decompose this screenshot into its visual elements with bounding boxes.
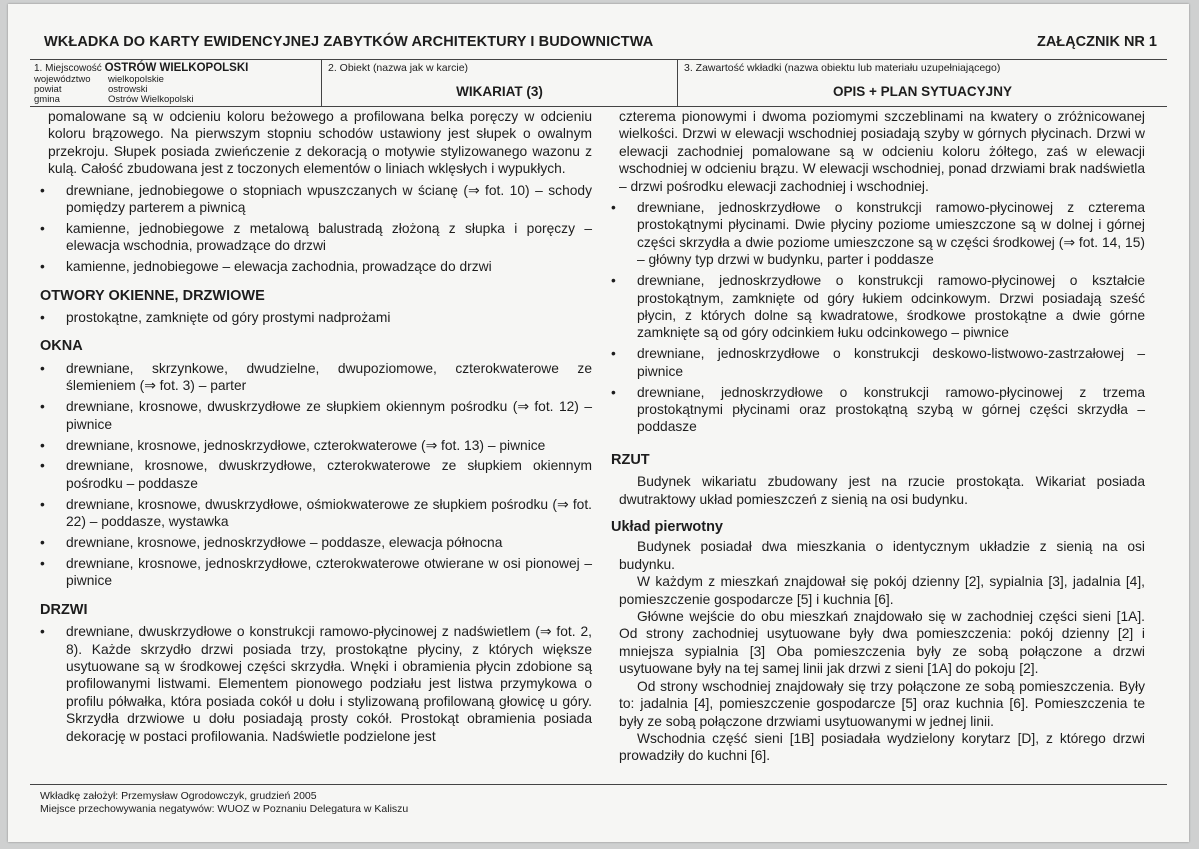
door-item: • drewniane, jednoskrzydłowe o konstrukcji deskowo-listwowo-zastrzałowej – piwnice — [609, 345, 1145, 380]
door-item: • drewniane, jednoskrzydłowe o konstrukcji ramowo-płycinowej z trzema prostokątnymi płycinami oraz prostokątną szybą w górnej części skrzydła – poddasze — [609, 384, 1145, 436]
object-caption: 2. Obiekt (nazwa jak w karcie) — [328, 62, 469, 74]
plan-paragraph: Budynek wikariatu zbudowany jest na rzucie prostokąta. Wikariat posiada dwutraktowy układ pomieszczeń z sienią na osi budynku. — [619, 474, 1145, 507]
footer-notes — [30, 784, 1167, 816]
original-layout-paragraph: Wschodnia część sieni [1B] posiadała wydzielony korytarz [D], z którego drzwi prowadziły do kuchni [6]. — [619, 730, 1145, 764]
voivodeship-value: wielkopolskie — [108, 74, 164, 85]
stairs-item: • kamienne, jednobiegowe – elewacja zachodnia, prowadzące do drzwi — [38, 258, 592, 275]
window-item: • drewniane, krosnowe, jednoskrzydłowe, czterokwaterowe (⇒ fot. 13) – piwnice — [38, 437, 592, 454]
window-item: • drewniane, krosnowe, jednoskrzydłowe, czterokwaterowe otwierane w osi pionowej – piwnice — [38, 555, 592, 590]
original-layout-heading: Układ pierwotny — [611, 519, 723, 536]
window-item: • drewniane, krosnowe, dwuskrzydłowe, ośmiokwaterowe ze słupkiem pośrodku (⇒ fot. 22) – poddasze, wystawka — [38, 496, 592, 531]
document-sheet — [8, 4, 1189, 842]
windows-list — [38, 360, 592, 590]
object-value: WIKARIAT (3) — [456, 84, 543, 99]
original-layout-paragraph: Główne wejście do obu mieszkań znajdowało się w zachodniej części sieni [1A]. Od strony zachodniej usytuowane były dwa pomieszczenia: pokój dzienny [2] i mniejsza sypialnia [3] Oba pomieszczenia były ze sobą połączone a drzwi usytuowane były na tej samej linii jak drzwi z sieni [1A] do pokoju [2]. — [619, 609, 1145, 677]
locality-field — [30, 60, 322, 106]
original-layout-paragraph: Od strony wschodniej znajdowały się trzy połączone ze sobą pomieszczenia. Były to: jadalnia [4], pomieszczenie gospodarcze [5] oraz kuchnia [6]. Pomieszczenia te były ze sobą połączone drzwiami usytuowanymi w jednej linii. — [619, 678, 1145, 729]
doors-list-right — [609, 199, 1145, 436]
windows-heading: OKNA — [40, 338, 83, 355]
door-item: • drewniane, jednoskrzydłowe o konstrukcji ramowo-płycinowej z czterema prostokątnymi płycinami. Dwie płyciny poziome umieszczone są w dolnej i górnej części skrzydła a dwie poziome umieszczone są w części środkowej (⇒ fot. 14, 15) – główny typ drzwi w budynku, parter i poddasze — [609, 199, 1145, 269]
window-item: • drewniane, krosnowe, jednoskrzydłowe – poddasze, elewacja północna — [38, 534, 592, 551]
door-item: • drewniane, jednoskrzydłowe o konstrukcji ramowo-płycinowej o kształcie prostokątnym, zamknięte od góry łukiem odcinkowym. Drzwi posiadają sześć płycin, z których dolne są kwadratowe, środkowe prostokątne a dwie górne zamknięte są od góry odcinkiem łuku odcinkowego – piwnice — [609, 272, 1145, 342]
stairs-item: • drewniane, jednobiegowe o stopniach wpuszczanych w ścianę (⇒ fot. 10) – schody pomiędzy parterem a piwnicą — [38, 182, 592, 217]
voivodeship-label: województwo — [34, 74, 91, 85]
commune-row — [34, 94, 194, 105]
locality-value: OSTRÓW WIELKOPOLSKI — [104, 62, 249, 74]
stairs-list — [38, 182, 592, 276]
right-column — [609, 108, 1145, 765]
left-column — [38, 108, 592, 749]
county-value: ostrowski — [108, 84, 148, 95]
plan-heading: RZUT — [611, 451, 650, 468]
window-item: • drewniane, krosnowe, dwuskrzydłowe, czterokwaterowe ze słupkiem okiennym pośrodku – poddasze — [38, 457, 592, 492]
window-item: • drewniane, krosnowe, dwuskrzydłowe ze słupkiem okiennym pośrodku (⇒ fot. 12) – piwnice — [38, 398, 592, 433]
doors-continuation-paragraph: czterema pionowymi i dwoma poziomymi szczeblinami na kwatery o zróżnicowanej wielkości. Drzwi w elewacji wschodniej posiadają szyby w górnych płycinach. Drzwi w elewacji zachodniej pomalowane są w odcieniu koloru żółtego, zaś w elewacji wschodniej w odcieniu brązu. W elewacji wschodniej, ponad drzwiami brak nadświetla – drzwi pośrodku elewacji zachodniej i wschodniej. — [619, 109, 1145, 194]
header-fields — [30, 59, 1167, 107]
openings-item: • prostokątne, zamknięte od góry prostymi nadprożami — [38, 309, 592, 326]
content-value: OPIS + PLAN SYTUACYJNY — [833, 84, 1012, 99]
window-item: • drewniane, skrzynkowe, dwudzielne, dwupoziomowe, czterokwaterowe ze ślemieniem (⇒ fot. 3) – parter — [38, 360, 592, 395]
door-item: • drewniane, dwuskrzydłowe o konstrukcji ramowo-płycinowej z nadświetlem (⇒ fot. 2, 8). Każde skrzydło drzwi posiada trzy, prostokątne płyciny, z których większe usytuowane są w środkowej części skrzydła. Wnęki i obramienia płycin zdobione są profilowanymi listwami. Elementem pionowego podziału jest listwa przymykowa o profilu półwałka, która posiada cokół u dołu i stylizowaną profilowaną głowicę u góry. Skrzydła drzwiowe u dołu posiadają prosty cokół. Prostokąt obramienia posiada dekorację w postaci profilowania. Nadświetle podzielone jest — [38, 623, 592, 745]
storage-note: Miejsce przechowywania negatywów: WUOZ w Poznaniu Delegatura w Kaliszu — [40, 803, 409, 815]
original-layout-paragraph: W każdym z mieszkań znajdował się pokój dzienny [2], sypialnia [3], jadalnia [4], pomieszczenie gospodarcze [5] i kuchnia [6]. — [619, 574, 1145, 607]
content-caption: 3. Zawartość wkładki (nazwa obiektu lub materiału uzupełniającego) — [684, 62, 1001, 74]
commune-label: gmina — [34, 94, 60, 105]
author-note: Wkładkę założył: Przemysław Ogrodowczyk, grudzień 2005 — [40, 790, 317, 802]
annex-label: ZAŁĄCZNIK NR 1 — [1036, 34, 1157, 50]
stairs-item: • kamienne, jednobiegowe z metalową balustradą złożoną z słupka i poręczy – elewacja wschodnia, prowadzące do drzwi — [38, 220, 592, 255]
openings-heading: OTWORY OKIENNE, DRZWIOWE — [40, 287, 265, 304]
doors-heading: DRZWI — [40, 601, 88, 618]
commune-value: Ostrów Wielkopolski — [108, 94, 194, 105]
content-field — [678, 60, 1167, 106]
locality-caption: 1. Miejscowość — [34, 63, 102, 74]
openings-list — [38, 309, 592, 326]
locality-line — [34, 62, 248, 74]
original-layout-paragraph: Budynek posiadał dwa mieszkania o identycznym układzie z sienią na osi budynku. — [619, 539, 1145, 572]
county-label: powiat — [34, 84, 62, 95]
doors-list-left — [38, 623, 592, 745]
object-field — [322, 60, 678, 106]
stairs-intro-paragraph: pomalowane są w odcieniu koloru beżowego a profilowana belka poręczy w odcieniu koloru brązowego. Na pierwszym stopniu schodów ustawiony jest słupek o owalnym przekroju. Słupek posiada zwieńczenie z dekoracją o motywie stylizowanego wazonu z kulą. Całość zbudowana jest z toczonych elementów o liniach wklęsłych i wypukłych. — [48, 109, 592, 177]
document-title: WKŁADKA DO KARTY EWIDENCYJNEJ ZABYTKÓW ARCHITEKTURY I BUDOWNICTWA — [44, 34, 654, 50]
